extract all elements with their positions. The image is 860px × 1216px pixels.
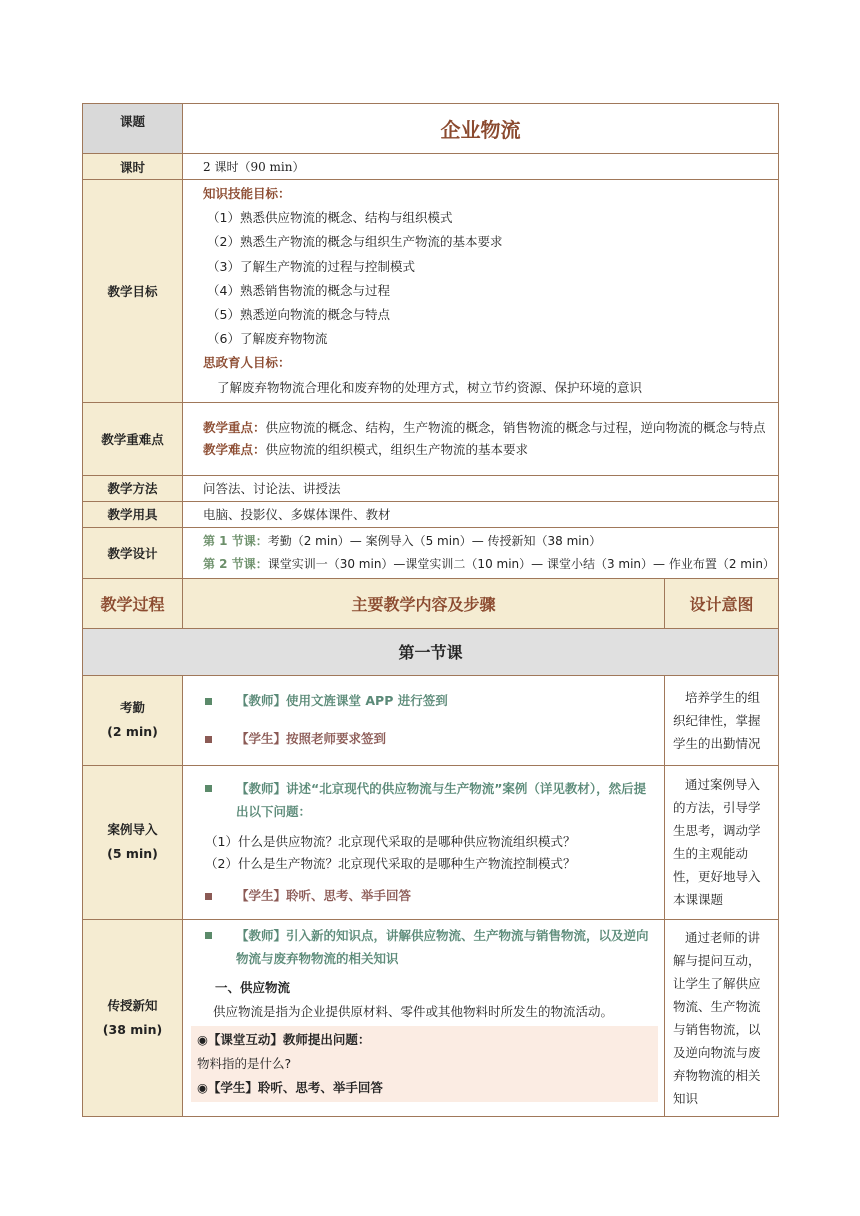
new-label-cell (83, 919, 183, 1116)
case-student: 【学生】聆听、思考、举手回答 (236, 888, 412, 904)
new-label: 传授新知 (107, 997, 158, 1013)
goals-cell (183, 180, 779, 403)
method-label: 教学方法 (83, 475, 183, 501)
skill-goal-label: 知识技能目标： (203, 186, 291, 201)
skill-goal-item: （3）了解生产物流的过程与控制模式 (207, 258, 415, 274)
difficulty-text: 供应物流的组织模式，组织生产物流的基本要求 (265, 441, 529, 457)
keypoints-label: 教学重难点 (83, 402, 183, 475)
interaction-label: 【课堂互动】教师提出问题： (207, 1031, 371, 1047)
hours-value: 2 课时（90 min） (183, 154, 779, 180)
circle-bullet-icon: ◉ (197, 1079, 208, 1095)
new-time: (38 min) (102, 1021, 163, 1037)
section-title: 第一节课 (83, 628, 779, 675)
new-intent: 通过老师的讲解与提问互动，让学生了解供应物流、生产物流与销售物流，以及逆向物流与废弃物物流的相关知识 (665, 919, 779, 1116)
skill-goal-item: （4）熟悉销售物流的概念与过程 (207, 282, 390, 298)
attendance-intent: 培养学生的组织纪律性，掌握学生的出勤情况 (665, 675, 779, 765)
design-2-label: 第 2 节课： (203, 556, 268, 571)
square-bullet-icon (205, 698, 212, 705)
case-intent: 通过案例导入的方法，引导学生思考，调动学生的主观能动性，更好地导入本课课题 (665, 765, 779, 919)
case-teacher: 【教师】讲述“北京现代的供应物流与生产物流”案例（详见教材），然后提出以下问题： (236, 781, 647, 820)
design-label: 教学设计 (83, 527, 183, 578)
difficulty-label: 教学难点： (203, 441, 266, 457)
ideology-goal-label: 思政育人目标： (203, 355, 291, 371)
attendance-teacher: 【教师】使用文旌课堂 APP 进行签到 (236, 693, 448, 709)
process-header: 教学过程 (83, 578, 183, 628)
attendance-time: (2 min) (107, 724, 158, 740)
new-teacher: 【教师】引入新的知识点，讲解供应物流、生产物流与销售物流，以及逆向物流与废弃物物流的相关知识 (236, 927, 649, 966)
tools-value: 电脑、投影仪、多媒体课件、教材 (183, 501, 779, 527)
focus-text: 供应物流的概念、结构，生产物流的概念，销售物流的概念与过程，逆向物流的概念与特点 (265, 419, 766, 435)
method-value: 问答法、讨论法、讲授法 (183, 475, 779, 501)
attendance-student: 【学生】按照老师要求签到 (236, 731, 387, 747)
attendance-label-cell (83, 675, 183, 765)
skill-goal-item: （5）熟悉逆向物流的概念与特点 (207, 307, 390, 323)
design-2-text: 课堂实训一（30 min）—课堂实训二（10 min）— 课堂小结（3 min）— 作业布置（2 min） (267, 556, 775, 571)
case-time: (5 min) (107, 846, 158, 862)
square-bullet-icon (205, 736, 212, 743)
hours-label: 课时 (83, 154, 183, 180)
section-heading: 一、供应物流 (215, 979, 291, 995)
lesson-table (82, 103, 779, 1117)
topic-label: 课题 (83, 104, 183, 154)
focus-label: 教学重点： (203, 419, 266, 435)
new-content (183, 919, 665, 1116)
case-label-cell (83, 765, 183, 919)
definition-text: 供应物流是指为企业提供原材料、零件或其他物料时所发生的物流活动。 (213, 1003, 614, 1019)
case-label: 案例导入 (107, 822, 158, 838)
attendance-content (183, 675, 665, 765)
keypoints-cell (183, 402, 779, 475)
design-1-label: 第 1 节课： (203, 533, 268, 548)
case-content (183, 765, 665, 919)
case-question: （2）什么是生产物流？北京现代采取的是哪种生产物流控制模式？ (205, 856, 576, 872)
topic-title: 企业物流 (183, 104, 779, 154)
content-header: 主要教学内容及步骤 (183, 578, 665, 628)
case-question: （1）什么是供应物流？北京现代采取的是哪种供应物流组织模式？ (205, 834, 576, 850)
lesson-plan (82, 103, 778, 1117)
tools-label: 教学用具 (83, 501, 183, 527)
skill-goal-item: （1）熟悉供应物流的概念、结构与组织模式 (207, 210, 453, 226)
square-bullet-icon (205, 785, 212, 792)
attendance-label: 考勤 (119, 700, 145, 716)
goals-label: 教学目标 (83, 180, 183, 403)
circle-bullet-icon: ◉ (197, 1031, 208, 1047)
interaction-question: 物料指的是什么? (197, 1055, 292, 1071)
intent-header: 设计意图 (665, 578, 779, 628)
design-cell (183, 527, 779, 578)
square-bullet-icon (205, 932, 212, 939)
skill-goal-item: （2）熟悉生产物流的概念与组织生产物流的基本要求 (207, 234, 503, 250)
design-1-text: 考勤（2 min）— 案例导入（5 min）— 传授新知（38 min） (267, 533, 602, 548)
ideology-goal: 了解废弃物物流合理化和废弃物的处理方式，树立节约资源、保护环境的意识 (217, 379, 643, 395)
interaction-box (191, 1026, 658, 1102)
skill-goal-item: （6）了解废弃物物流 (207, 331, 328, 347)
skill-goal-list (203, 206, 772, 351)
square-bullet-icon (205, 893, 212, 900)
interaction-student: 【学生】聆听、思考、举手回答 (207, 1079, 383, 1095)
